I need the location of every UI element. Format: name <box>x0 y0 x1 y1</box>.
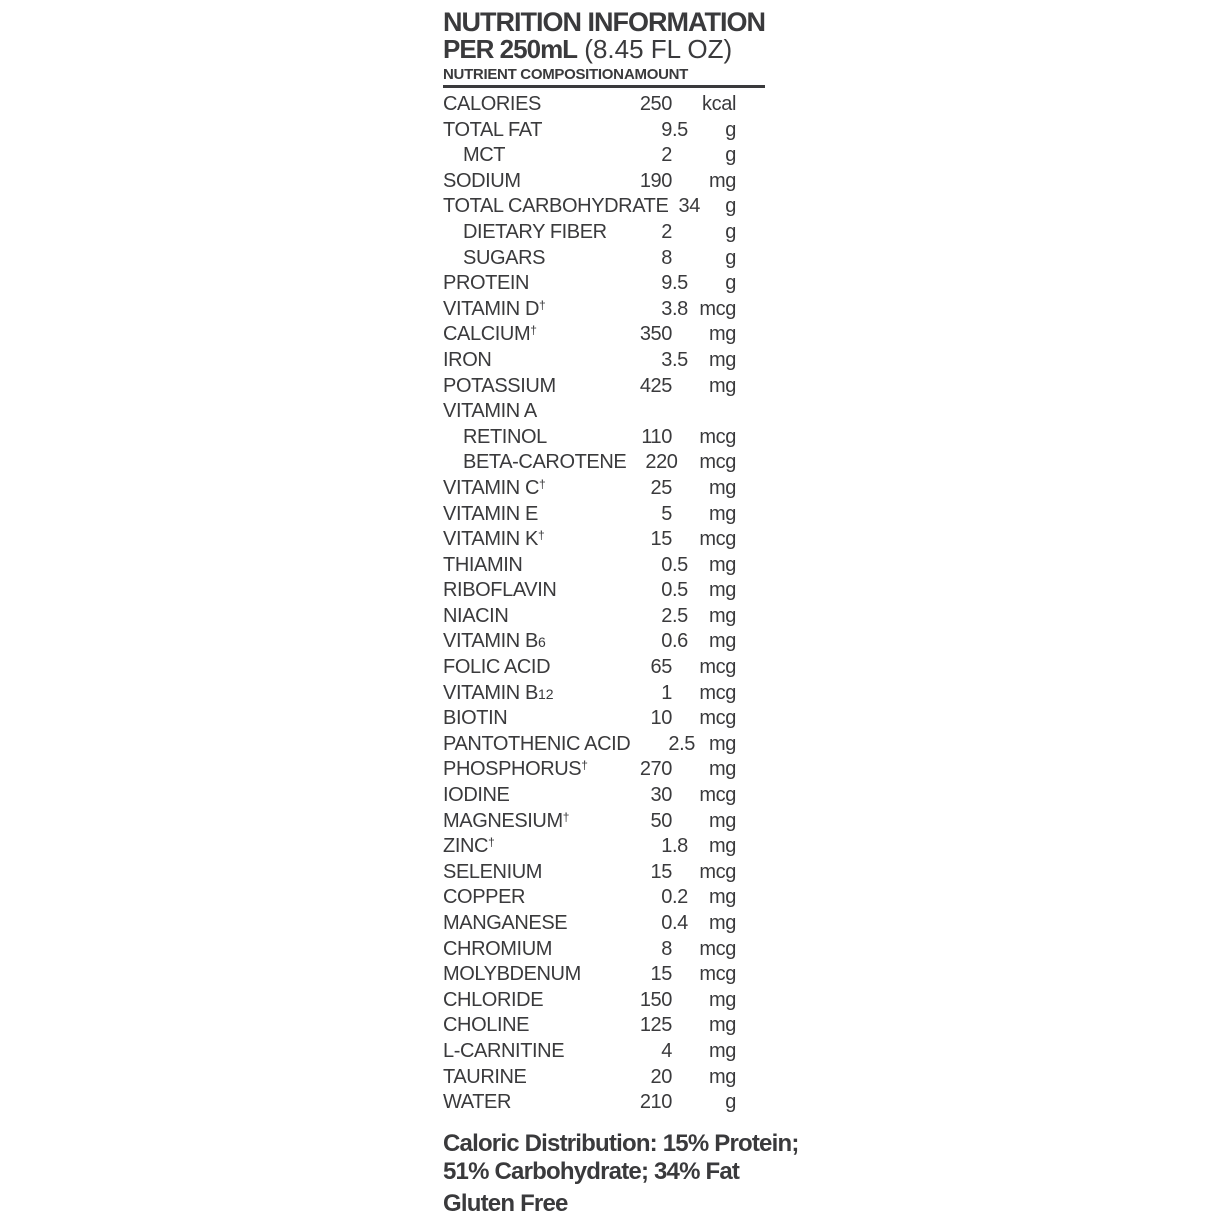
nutrient-unit: mg <box>709 1039 736 1062</box>
table-row <box>443 374 765 400</box>
nutrient-unit: mg <box>709 886 736 909</box>
nutrient-amount: 0 <box>661 579 672 602</box>
caloric-distribution-line2: 51% Carbohydrate; 34% Fat <box>443 1157 740 1185</box>
nutrient-name: TOTAL FAT <box>443 118 543 141</box>
table-row <box>443 834 765 860</box>
table-row <box>443 809 765 835</box>
table-row <box>443 502 765 528</box>
nutrient-unit: mcg <box>699 963 736 986</box>
table-row <box>443 681 765 707</box>
nutrient-name: FOLIC ACID <box>443 656 551 679</box>
nutrient-name: PHOSPHORUS† <box>443 758 588 781</box>
nutrient-amount: 9 <box>661 272 672 295</box>
nutrient-amount: 8 <box>661 246 672 269</box>
nutrient-name: BIOTIN <box>443 707 508 730</box>
nutrient-unit: mg <box>709 912 736 934</box>
nutrient-unit: mcg <box>699 451 736 474</box>
nutrient-amount: 210 <box>639 1091 672 1114</box>
nutrient-amount: 4 <box>661 1039 672 1062</box>
subscript: 12 <box>537 685 554 702</box>
nutrient-name: CHOLINE <box>443 1014 530 1037</box>
nutrient-name: VITAMIN B6 <box>443 630 546 653</box>
gluten-free-claim: Gluten Free <box>443 1189 568 1217</box>
nutrient-amount-decimal: .5 <box>672 348 688 371</box>
nutrient-name: MAGNESIUM† <box>443 809 570 832</box>
table-row <box>443 322 765 348</box>
nutrient-amount: 1 <box>661 835 672 858</box>
nutrient-unit: mcg <box>699 425 736 448</box>
nutrient-name: SELENIUM <box>443 860 543 883</box>
nutrient-unit: mcg <box>699 784 736 807</box>
nutrient-unit: mg <box>709 604 736 627</box>
caloric-distribution-line1: Caloric Distribution: 15% Protein; <box>443 1129 799 1157</box>
nutrient-amount: 150 <box>639 988 672 1011</box>
subscript: 6 <box>537 634 546 651</box>
column-header-nutrient: NUTRIENT COMPOSITION <box>443 66 624 83</box>
nutrient-unit: mcg <box>699 707 736 730</box>
nutrient-name: CHROMIUM <box>443 937 553 960</box>
nutrient-unit: mg <box>709 809 736 832</box>
table-row <box>443 118 765 144</box>
nutrient-name: PROTEIN <box>443 272 530 295</box>
nutrient-name: IODINE <box>443 784 510 807</box>
nutrient-amount: 125 <box>639 1014 672 1037</box>
dagger-footnote-marker: † <box>539 297 546 312</box>
nutrient-unit: mg <box>709 169 736 192</box>
nutrient-name: ZINC† <box>443 835 495 858</box>
nutrient-amount-decimal: .4 <box>672 912 688 934</box>
nutrient-name: SUGARS <box>463 246 546 269</box>
nutrient-name: NIACIN <box>443 604 509 627</box>
nutrient-unit: mg <box>709 476 736 499</box>
nutrient-name: VITAMIN C† <box>443 476 546 499</box>
nutrient-unit: mg <box>709 988 736 1011</box>
nutrient-amount: 1 <box>661 681 672 704</box>
nutrient-unit: mcg <box>699 937 736 960</box>
nutrient-name: BETA-CAROTENE <box>463 451 627 474</box>
label-title: NUTRITION INFORMATION <box>443 7 765 37</box>
nutrient-amount: 65 <box>650 656 672 679</box>
table-row <box>443 732 765 758</box>
nutrient-name: RIBOFLAVIN <box>443 579 557 602</box>
table-row <box>443 194 765 220</box>
nutrient-name: VITAMIN E <box>443 502 538 525</box>
nutrient-amount-decimal: .5 <box>679 732 696 755</box>
table-row <box>443 706 765 732</box>
table-row <box>443 604 765 630</box>
table-row <box>443 757 765 783</box>
nutrient-amount: 220 <box>645 451 678 474</box>
nutrient-name: CHLORIDE <box>443 988 544 1011</box>
nutrient-name: IRON <box>443 348 492 371</box>
column-header-row <box>443 66 765 83</box>
nutrient-amount: 2 <box>668 732 680 755</box>
table-row <box>443 450 765 476</box>
header-rule <box>443 85 765 88</box>
nutrient-amount: 3 <box>661 348 672 371</box>
nutrient-name: THIAMIN <box>443 553 523 576</box>
table-row <box>443 937 765 963</box>
nutrient-name: VITAMIN D† <box>443 297 546 320</box>
nutrient-unit: mg <box>709 1014 736 1037</box>
nutrient-unit: kcal <box>702 93 736 115</box>
nutrient-amount: 425 <box>639 374 672 397</box>
nutrient-amount: 30 <box>650 784 672 807</box>
serving-fl-oz: (8.45 FL OZ) <box>577 34 733 64</box>
nutrient-amount-decimal: .8 <box>672 835 688 858</box>
nutrient-name: PANTOTHENIC ACID <box>443 732 631 755</box>
nutrient-amount: 270 <box>639 758 672 781</box>
table-row <box>443 1065 765 1091</box>
nutrient-unit: g <box>725 272 736 295</box>
nutrient-amount: 50 <box>650 809 672 832</box>
nutrient-unit: g <box>725 195 737 218</box>
dagger-footnote-marker: † <box>539 476 546 491</box>
nutrient-name: VITAMIN A <box>443 400 537 423</box>
nutrient-amount: 15 <box>650 528 672 551</box>
table-row <box>443 476 765 502</box>
nutrient-name: VITAMIN K† <box>443 528 545 551</box>
nutrient-name: POTASSIUM <box>443 374 556 397</box>
nutrient-amount: 8 <box>661 937 672 960</box>
nutrient-name: VITAMIN B12 <box>443 681 554 704</box>
nutrient-unit: mg <box>709 374 736 397</box>
label-footer <box>443 1129 799 1218</box>
dagger-footnote-marker: † <box>537 528 545 543</box>
nutrient-amount-decimal: .5 <box>672 553 688 576</box>
nutrient-name: CALCIUM† <box>443 323 537 346</box>
nutrient-name: DIETARY FIBER <box>463 220 607 243</box>
nutrient-unit: mcg <box>699 656 736 679</box>
nutrient-amount-decimal: .6 <box>672 630 688 653</box>
nutrient-amount: 34 <box>678 195 700 218</box>
table-row <box>443 988 765 1014</box>
nutrient-amount: 10 <box>650 707 672 730</box>
nutrient-amount: 20 <box>650 1065 672 1088</box>
table-row <box>443 629 765 655</box>
nutrient-amount-decimal: .8 <box>672 297 688 320</box>
nutrient-unit: g <box>725 220 736 243</box>
nutrient-table <box>443 92 765 1116</box>
nutrient-name: SODIUM <box>443 169 521 192</box>
nutrient-amount: 190 <box>639 169 672 192</box>
nutrient-name: MOLYBDENUM <box>443 963 581 986</box>
table-row <box>443 553 765 579</box>
table-row <box>443 885 765 911</box>
nutrient-amount: 15 <box>650 860 672 883</box>
nutrient-amount: 2 <box>661 144 672 167</box>
nutrient-amount: 350 <box>639 323 672 346</box>
nutrient-amount-decimal: .5 <box>672 272 688 295</box>
nutrient-amount-decimal: .5 <box>672 604 688 627</box>
table-row <box>443 962 765 988</box>
table-row <box>443 271 765 297</box>
table-row <box>443 1090 765 1116</box>
nutrient-amount: 110 <box>641 425 672 448</box>
nutrient-name: MANGANESE <box>443 912 568 934</box>
table-row <box>443 860 765 886</box>
column-header-amount: AMOUNT <box>623 66 688 83</box>
nutrient-unit: g <box>725 118 736 141</box>
table-row <box>443 297 765 323</box>
table-row <box>443 246 765 272</box>
nutrient-name: TAURINE <box>443 1065 527 1088</box>
nutrient-unit: mg <box>709 758 736 781</box>
nutrient-name: COPPER <box>443 886 526 909</box>
nutrient-name: L-CARNITINE <box>443 1039 565 1062</box>
table-row <box>443 578 765 604</box>
nutrient-unit: g <box>725 246 736 269</box>
nutrient-amount-decimal: .2 <box>672 886 688 909</box>
nutrient-amount: 2 <box>661 220 672 243</box>
table-row <box>443 425 765 451</box>
nutrient-unit: mcg <box>699 297 736 320</box>
nutrient-unit: mcg <box>699 681 736 704</box>
nutrient-name: RETINOL <box>463 425 547 448</box>
nutrient-amount: 0 <box>661 553 672 576</box>
nutrient-unit: mg <box>709 348 736 371</box>
nutrient-unit: mg <box>709 732 736 755</box>
table-row <box>443 143 765 169</box>
nutrient-unit: mcg <box>699 860 736 883</box>
nutrient-amount-decimal: .5 <box>672 118 688 141</box>
nutrient-unit: mg <box>709 553 736 576</box>
nutrient-amount: 9 <box>661 118 672 141</box>
serving-size-line <box>443 36 765 63</box>
nutrient-amount: 0 <box>661 630 672 653</box>
table-row <box>443 169 765 195</box>
nutrient-name: CALORIES <box>443 93 541 115</box>
nutrient-amount: 2 <box>661 604 672 627</box>
nutrient-unit: g <box>725 1091 736 1114</box>
table-row <box>443 783 765 809</box>
table-row <box>443 1039 765 1065</box>
dagger-footnote-marker: † <box>488 835 495 850</box>
nutrient-amount: 15 <box>650 963 672 986</box>
table-row <box>443 92 765 118</box>
dagger-footnote-marker: † <box>581 758 588 773</box>
nutrient-amount: 0 <box>661 912 672 934</box>
table-row <box>443 655 765 681</box>
nutrient-amount-decimal: .5 <box>672 579 688 602</box>
nutrient-unit: mg <box>709 502 736 525</box>
nutrient-name: MCT <box>463 144 506 167</box>
table-row <box>443 348 765 374</box>
nutrient-amount: 5 <box>661 502 672 525</box>
nutrient-unit: mg <box>709 1065 736 1088</box>
nutrient-amount: 250 <box>639 93 672 115</box>
table-row <box>443 911 765 937</box>
nutrient-name: WATER <box>443 1091 511 1114</box>
serving-volume: PER 250mL <box>443 34 578 64</box>
table-row <box>443 527 765 553</box>
nutrient-name: TOTAL CARBOHYDRATE <box>443 195 669 218</box>
nutrient-unit: mg <box>709 835 736 858</box>
nutrient-unit: g <box>725 144 736 167</box>
nutrient-amount: 3 <box>661 297 672 320</box>
nutrient-amount: 0 <box>661 886 672 909</box>
nutrient-unit: mcg <box>699 528 736 551</box>
table-row <box>443 399 765 425</box>
nutrient-unit: mg <box>709 579 736 602</box>
nutrient-unit: mg <box>709 323 736 346</box>
table-row <box>443 220 765 246</box>
dagger-footnote-marker: † <box>530 323 537 338</box>
nutrient-amount: 25 <box>650 476 672 499</box>
table-row <box>443 1013 765 1039</box>
nutrient-unit: mg <box>709 630 736 653</box>
nutrition-label <box>443 7 799 1218</box>
dagger-footnote-marker: † <box>562 809 570 824</box>
